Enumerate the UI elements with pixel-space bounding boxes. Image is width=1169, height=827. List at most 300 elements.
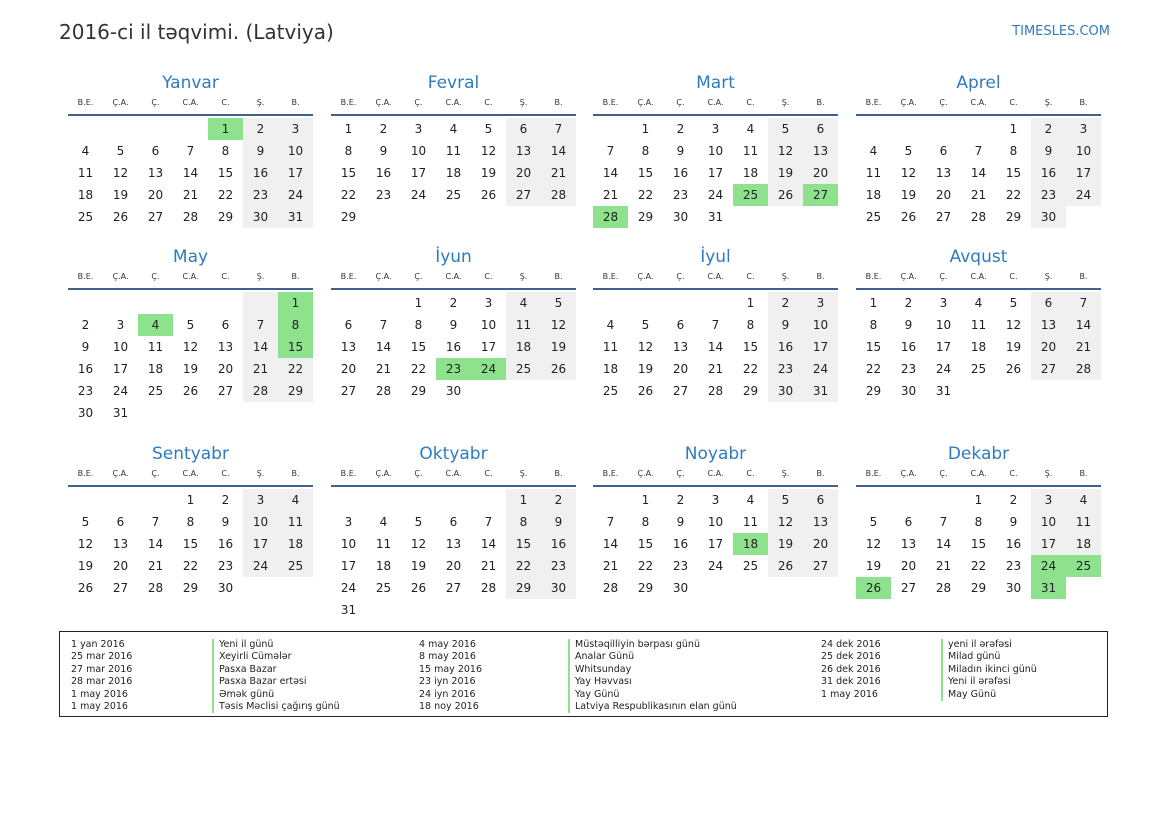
day-cell: 8 xyxy=(186,515,195,529)
day-cell: 24 xyxy=(112,384,129,398)
legend-names-col-2 xyxy=(568,639,737,713)
day-cell: 28 xyxy=(541,184,576,206)
day-cell: 24 xyxy=(340,581,357,595)
weekday-label: Ç. xyxy=(676,469,685,478)
weekday-label: Ş. xyxy=(1044,272,1053,281)
month-name: May xyxy=(172,247,209,267)
weekday-label: Ç.A. xyxy=(112,98,129,107)
day-cell: 5 xyxy=(186,318,195,332)
day-cell: 16 xyxy=(541,533,576,555)
day-cell: 14 xyxy=(970,166,987,180)
weekday-label: Ç. xyxy=(939,272,948,281)
day-cell: 20 xyxy=(935,188,952,202)
day-cell: 3 xyxy=(484,296,493,310)
day-cell: 7 xyxy=(606,515,615,529)
month-name: Mart xyxy=(696,73,735,93)
day-cell: 16 xyxy=(768,336,803,358)
day-cell: 9 xyxy=(1009,515,1018,529)
day-cell: 15 xyxy=(217,166,234,180)
weekday-label: B. xyxy=(291,272,300,281)
day-cell: 1 xyxy=(414,296,423,310)
day-cell: 11 xyxy=(147,340,164,354)
legend-date: 24 dek 2016 xyxy=(821,639,881,650)
day-grid xyxy=(68,118,313,228)
day-cell: 12 xyxy=(77,537,94,551)
day-cell: 5 xyxy=(904,144,913,158)
empty-day-cell xyxy=(663,292,698,314)
legend-holiday-name: Yay Günü xyxy=(575,688,620,700)
legend-holiday-name: Yay Həvvası xyxy=(575,676,632,688)
day-cell: 20 xyxy=(1031,336,1066,358)
day-cell: 7 xyxy=(379,318,388,332)
day-cell: 14 xyxy=(182,166,199,180)
weekday-label: C.A. xyxy=(970,272,987,281)
day-grid xyxy=(68,292,313,424)
empty-day-cell xyxy=(593,118,628,140)
day-cell: 30 xyxy=(1005,581,1022,595)
day-cell: 30 xyxy=(217,581,234,595)
empty-day-cell xyxy=(471,380,506,402)
weekday-header xyxy=(331,270,576,290)
day-cell: 3 xyxy=(278,118,313,140)
empty-day-cell xyxy=(68,292,103,314)
day-cell: 20 xyxy=(445,559,462,573)
day-cell: 31 xyxy=(803,380,838,402)
day-cell: 15 xyxy=(865,340,882,354)
empty-day-cell xyxy=(278,402,313,424)
day-cell: 16 xyxy=(445,340,462,354)
day-cell: 26 xyxy=(541,358,576,380)
day-cell: 18 xyxy=(445,166,462,180)
day-cell: 8 xyxy=(1009,144,1018,158)
empty-day-cell xyxy=(856,118,891,140)
empty-day-cell xyxy=(243,577,278,599)
empty-day-cell xyxy=(471,599,506,621)
empty-day-cell xyxy=(891,118,926,140)
month-block xyxy=(593,72,838,228)
day-cell: 6 xyxy=(1031,292,1066,314)
day-cell: 9 xyxy=(379,144,388,158)
day-cell: 6 xyxy=(904,515,913,529)
day-cell: 5 xyxy=(116,144,125,158)
day-cell: 24 xyxy=(803,358,838,380)
day-cell: 16 xyxy=(375,166,392,180)
legend-holiday-name: Pasxa Bazar xyxy=(219,663,277,675)
day-cell: 25 xyxy=(77,210,94,224)
legend-names-col-3 xyxy=(941,639,1037,701)
weekday-label: C.A. xyxy=(707,98,724,107)
empty-day-cell xyxy=(331,292,366,314)
day-cell: 1 xyxy=(344,122,353,136)
day-cell: 7 xyxy=(243,314,278,336)
weekday-label: Ç. xyxy=(151,98,160,107)
empty-day-cell xyxy=(243,402,278,424)
day-cell: 6 xyxy=(116,515,125,529)
day-cell: 24 xyxy=(243,555,278,577)
weekday-label: C.A. xyxy=(182,272,199,281)
day-cell: 14 xyxy=(541,140,576,162)
weekday-label: B.E. xyxy=(865,469,882,478)
day-cell: 23 xyxy=(375,188,392,202)
day-cell: 19 xyxy=(410,559,427,573)
day-cell: 13 xyxy=(900,537,917,551)
weekday-label: B. xyxy=(291,98,300,107)
day-cell: 30 xyxy=(541,577,576,599)
day-cell: 15 xyxy=(637,537,654,551)
legend-holiday-name: Yeni il günü xyxy=(219,639,274,650)
month-name: Sentyabr xyxy=(152,444,229,464)
day-cell: 2 xyxy=(221,493,230,507)
day-cell: 3 xyxy=(711,122,720,136)
empty-day-cell xyxy=(401,489,436,511)
day-cell: 17 xyxy=(707,166,724,180)
day-cell: 25 xyxy=(970,362,987,376)
day-cell: 29 xyxy=(340,210,357,224)
weekday-label: Ş. xyxy=(781,98,790,107)
day-cell: 11 xyxy=(278,511,313,533)
day-cell: 14 xyxy=(480,537,497,551)
empty-day-cell xyxy=(803,577,838,599)
weekday-label: C. xyxy=(746,272,755,281)
legend-holiday-name: Miladın ikinci günü xyxy=(948,663,1037,675)
day-cell: 3 xyxy=(711,493,720,507)
day-cell: 6 xyxy=(803,118,838,140)
empty-day-cell xyxy=(103,118,138,140)
day-cell: 30 xyxy=(900,384,917,398)
day-cell: 27 xyxy=(900,581,917,595)
day-cell: 17 xyxy=(112,362,129,376)
legend-date: 1 may 2016 xyxy=(71,688,128,700)
day-cell: 15 xyxy=(410,340,427,354)
day-cell: 3 xyxy=(344,515,353,529)
day-cell: 19 xyxy=(900,188,917,202)
day-cell: 17 xyxy=(480,340,497,354)
day-cell: 27 xyxy=(506,184,541,206)
weekday-label: C.A. xyxy=(970,98,987,107)
day-cell: 3 xyxy=(414,122,423,136)
weekday-label: Ş. xyxy=(1044,469,1053,478)
day-cell: 10 xyxy=(1066,140,1101,162)
empty-day-cell xyxy=(208,292,243,314)
holiday-day-cell: 31 xyxy=(1031,577,1066,599)
day-cell: 18 xyxy=(147,362,164,376)
day-cell: 4 xyxy=(81,144,90,158)
weekday-label: Ç.A. xyxy=(375,272,392,281)
day-cell: 23 xyxy=(768,358,803,380)
day-cell: 11 xyxy=(445,144,462,158)
weekday-label: C. xyxy=(1009,469,1018,478)
day-cell: 4 xyxy=(379,515,388,529)
day-cell: 8 xyxy=(746,318,755,332)
day-cell: 28 xyxy=(480,581,497,595)
day-cell: 22 xyxy=(278,358,313,380)
day-cell: 19 xyxy=(637,362,654,376)
day-grid xyxy=(856,489,1101,599)
legend-names-col-1 xyxy=(212,639,340,713)
page-title: 2016-ci il təqvimi. (Latviya) xyxy=(59,20,334,44)
day-cell: 22 xyxy=(217,188,234,202)
weekday-label: C. xyxy=(221,469,230,478)
day-cell: 27 xyxy=(147,210,164,224)
empty-day-cell xyxy=(278,577,313,599)
month-name: Avqust xyxy=(949,247,1008,267)
day-cell: 3 xyxy=(803,292,838,314)
month-name: Fevral xyxy=(427,73,480,93)
day-cell: 25 xyxy=(602,384,619,398)
day-cell: 16 xyxy=(672,537,689,551)
day-cell: 23 xyxy=(77,384,94,398)
weekday-header xyxy=(331,467,576,487)
day-cell: 7 xyxy=(151,515,160,529)
weekday-label: B.E. xyxy=(77,469,94,478)
legend-date: 28 mar 2016 xyxy=(71,676,133,688)
day-cell: 12 xyxy=(480,144,497,158)
day-cell: 25 xyxy=(445,188,462,202)
day-cell: 23 xyxy=(1005,559,1022,573)
day-cell: 26 xyxy=(410,581,427,595)
weekday-label: Ç.A. xyxy=(637,272,654,281)
weekday-header xyxy=(856,467,1101,487)
day-cell: 10 xyxy=(112,340,129,354)
day-cell: 22 xyxy=(970,559,987,573)
day-cell: 15 xyxy=(742,340,759,354)
day-cell: 13 xyxy=(1031,314,1066,336)
day-cell: 9 xyxy=(768,314,803,336)
day-cell: 28 xyxy=(147,581,164,595)
day-cell: 22 xyxy=(340,188,357,202)
day-cell: 23 xyxy=(217,559,234,573)
day-cell: 16 xyxy=(1031,162,1066,184)
day-cell: 8 xyxy=(974,515,983,529)
weekday-label: Ç.A. xyxy=(637,469,654,478)
day-cell: 5 xyxy=(414,515,423,529)
day-cell: 17 xyxy=(803,336,838,358)
day-cell: 26 xyxy=(768,184,803,206)
day-cell: 29 xyxy=(637,581,654,595)
day-cell: 26 xyxy=(77,581,94,595)
empty-day-cell xyxy=(138,118,173,140)
day-cell: 11 xyxy=(602,340,619,354)
month-block xyxy=(68,72,313,228)
empty-day-cell xyxy=(471,489,506,511)
day-cell: 12 xyxy=(541,314,576,336)
day-cell: 12 xyxy=(112,166,129,180)
day-cell: 8 xyxy=(641,144,650,158)
weekday-header xyxy=(331,96,576,116)
day-cell: 7 xyxy=(484,515,493,529)
day-cell: 12 xyxy=(410,537,427,551)
empty-day-cell xyxy=(436,599,471,621)
day-cell: 16 xyxy=(217,537,234,551)
empty-day-cell xyxy=(366,206,401,228)
weekday-label: Ş. xyxy=(781,469,790,478)
day-cell: 6 xyxy=(676,318,685,332)
day-cell: 27 xyxy=(340,384,357,398)
day-cell: 10 xyxy=(707,144,724,158)
day-cell: 10 xyxy=(935,318,952,332)
holiday-day-cell: 25 xyxy=(733,184,768,206)
empty-day-cell xyxy=(506,599,541,621)
weekday-label: Ç.A. xyxy=(112,272,129,281)
legend-holiday-name: Əmək günü xyxy=(219,688,275,700)
day-cell: 13 xyxy=(935,166,952,180)
day-cell: 29 xyxy=(410,384,427,398)
month-block xyxy=(68,443,313,599)
day-cell: 2 xyxy=(449,296,458,310)
day-cell: 13 xyxy=(445,537,462,551)
legend-holiday-name: Pasxa Bazar ertəsi xyxy=(219,676,307,688)
day-cell: 12 xyxy=(637,340,654,354)
empty-day-cell xyxy=(541,380,576,402)
empty-day-cell xyxy=(856,489,891,511)
day-cell: 5 xyxy=(768,489,803,511)
day-cell: 20 xyxy=(340,362,357,376)
day-cell: 4 xyxy=(746,122,755,136)
day-cell: 22 xyxy=(506,555,541,577)
day-cell: 22 xyxy=(865,362,882,376)
day-cell: 3 xyxy=(1031,489,1066,511)
legend-date: 25 dek 2016 xyxy=(821,651,881,663)
day-cell: 21 xyxy=(147,559,164,573)
weekday-label: C. xyxy=(746,469,755,478)
day-cell: 19 xyxy=(768,533,803,555)
day-cell: 15 xyxy=(340,166,357,180)
day-cell: 19 xyxy=(77,559,94,573)
day-cell: 16 xyxy=(1005,537,1022,551)
day-cell: 31 xyxy=(935,384,952,398)
day-cell: 22 xyxy=(637,188,654,202)
empty-day-cell xyxy=(541,206,576,228)
day-cell: 29 xyxy=(970,581,987,595)
day-cell: 25 xyxy=(865,210,882,224)
weekday-label: C. xyxy=(221,272,230,281)
legend-date: 15 may 2016 xyxy=(419,663,483,675)
day-cell: 1 xyxy=(974,493,983,507)
day-cell: 14 xyxy=(602,537,619,551)
day-grid xyxy=(68,489,313,599)
day-cell: 6 xyxy=(506,118,541,140)
day-cell: 2 xyxy=(768,292,803,314)
weekday-label: Ş. xyxy=(519,98,528,107)
empty-day-cell xyxy=(506,380,541,402)
day-cell: 12 xyxy=(900,166,917,180)
day-cell: 8 xyxy=(506,511,541,533)
weekday-label: B. xyxy=(1079,469,1088,478)
month-name: Yanvar xyxy=(162,73,219,93)
empty-day-cell xyxy=(138,489,173,511)
day-cell: 11 xyxy=(506,314,541,336)
day-cell: 5 xyxy=(484,122,493,136)
day-cell: 17 xyxy=(707,537,724,551)
holiday-day-cell: 27 xyxy=(803,184,838,206)
day-cell: 23 xyxy=(1031,184,1066,206)
day-cell: 18 xyxy=(970,340,987,354)
day-cell: 29 xyxy=(217,210,234,224)
day-cell: 5 xyxy=(641,318,650,332)
day-cell: 5 xyxy=(81,515,90,529)
weekday-header xyxy=(68,270,313,290)
day-cell: 16 xyxy=(243,162,278,184)
day-cell: 21 xyxy=(182,188,199,202)
weekday-label: B.E. xyxy=(865,272,882,281)
day-cell: 27 xyxy=(672,384,689,398)
day-cell: 17 xyxy=(935,340,952,354)
weekday-label: Ç.A. xyxy=(375,98,392,107)
empty-day-cell xyxy=(366,292,401,314)
day-cell: 13 xyxy=(506,140,541,162)
day-cell: 6 xyxy=(939,144,948,158)
site-brand-link[interactable]: TIMESLES.COM xyxy=(1012,24,1110,39)
day-cell: 26 xyxy=(480,188,497,202)
weekday-label: Ç. xyxy=(676,98,685,107)
day-cell: 9 xyxy=(81,340,90,354)
weekday-header xyxy=(856,96,1101,116)
weekday-label: B.E. xyxy=(602,272,619,281)
weekday-label: C.A. xyxy=(445,272,462,281)
weekday-label: Ş. xyxy=(1044,98,1053,107)
legend-holiday-name: Müstəqilliyin bərpası günü xyxy=(575,639,700,650)
month-name: Dekabr xyxy=(947,444,1010,464)
month-block xyxy=(856,443,1101,599)
empty-day-cell xyxy=(103,292,138,314)
day-cell: 13 xyxy=(217,340,234,354)
day-cell: 7 xyxy=(186,144,195,158)
empty-day-cell xyxy=(68,489,103,511)
day-cell: 13 xyxy=(147,166,164,180)
empty-day-cell xyxy=(103,489,138,511)
day-cell: 3 xyxy=(243,489,278,511)
day-cell: 27 xyxy=(1031,358,1066,380)
day-cell: 11 xyxy=(77,166,94,180)
day-grid xyxy=(331,118,576,228)
day-cell: 10 xyxy=(803,314,838,336)
day-cell: 17 xyxy=(340,559,357,573)
day-cell: 20 xyxy=(506,162,541,184)
day-cell: 27 xyxy=(112,581,129,595)
empty-day-cell xyxy=(436,206,471,228)
day-cell: 29 xyxy=(637,210,654,224)
weekday-label: C.A. xyxy=(707,272,724,281)
day-cell: 28 xyxy=(935,581,952,595)
weekday-label: C.A. xyxy=(970,469,987,478)
weekday-header xyxy=(593,96,838,116)
empty-day-cell xyxy=(698,292,733,314)
day-cell: 27 xyxy=(803,555,838,577)
legend-holiday-name: Xeyirli Cümələr xyxy=(219,651,292,663)
day-cell: 2 xyxy=(379,122,388,136)
day-cell: 14 xyxy=(602,166,619,180)
day-cell: 2 xyxy=(676,122,685,136)
day-cell: 16 xyxy=(672,166,689,180)
day-cell: 29 xyxy=(742,384,759,398)
weekday-label: B. xyxy=(291,469,300,478)
day-cell: 7 xyxy=(606,144,615,158)
day-cell: 22 xyxy=(410,362,427,376)
weekday-label: C.A. xyxy=(707,469,724,478)
day-cell: 6 xyxy=(344,318,353,332)
legend-holiday-name: May Günü xyxy=(948,688,997,700)
legend-date: 26 dek 2016 xyxy=(821,663,881,675)
day-cell: 24 xyxy=(278,184,313,206)
weekday-label: Ç. xyxy=(414,469,423,478)
empty-day-cell xyxy=(1066,380,1101,402)
weekday-label: C.A. xyxy=(182,98,199,107)
day-cell: 19 xyxy=(541,336,576,358)
empty-day-cell xyxy=(961,118,996,140)
weekday-label: Ç.A. xyxy=(900,469,917,478)
holiday-day-cell: 1 xyxy=(278,292,313,314)
day-cell: 9 xyxy=(676,515,685,529)
